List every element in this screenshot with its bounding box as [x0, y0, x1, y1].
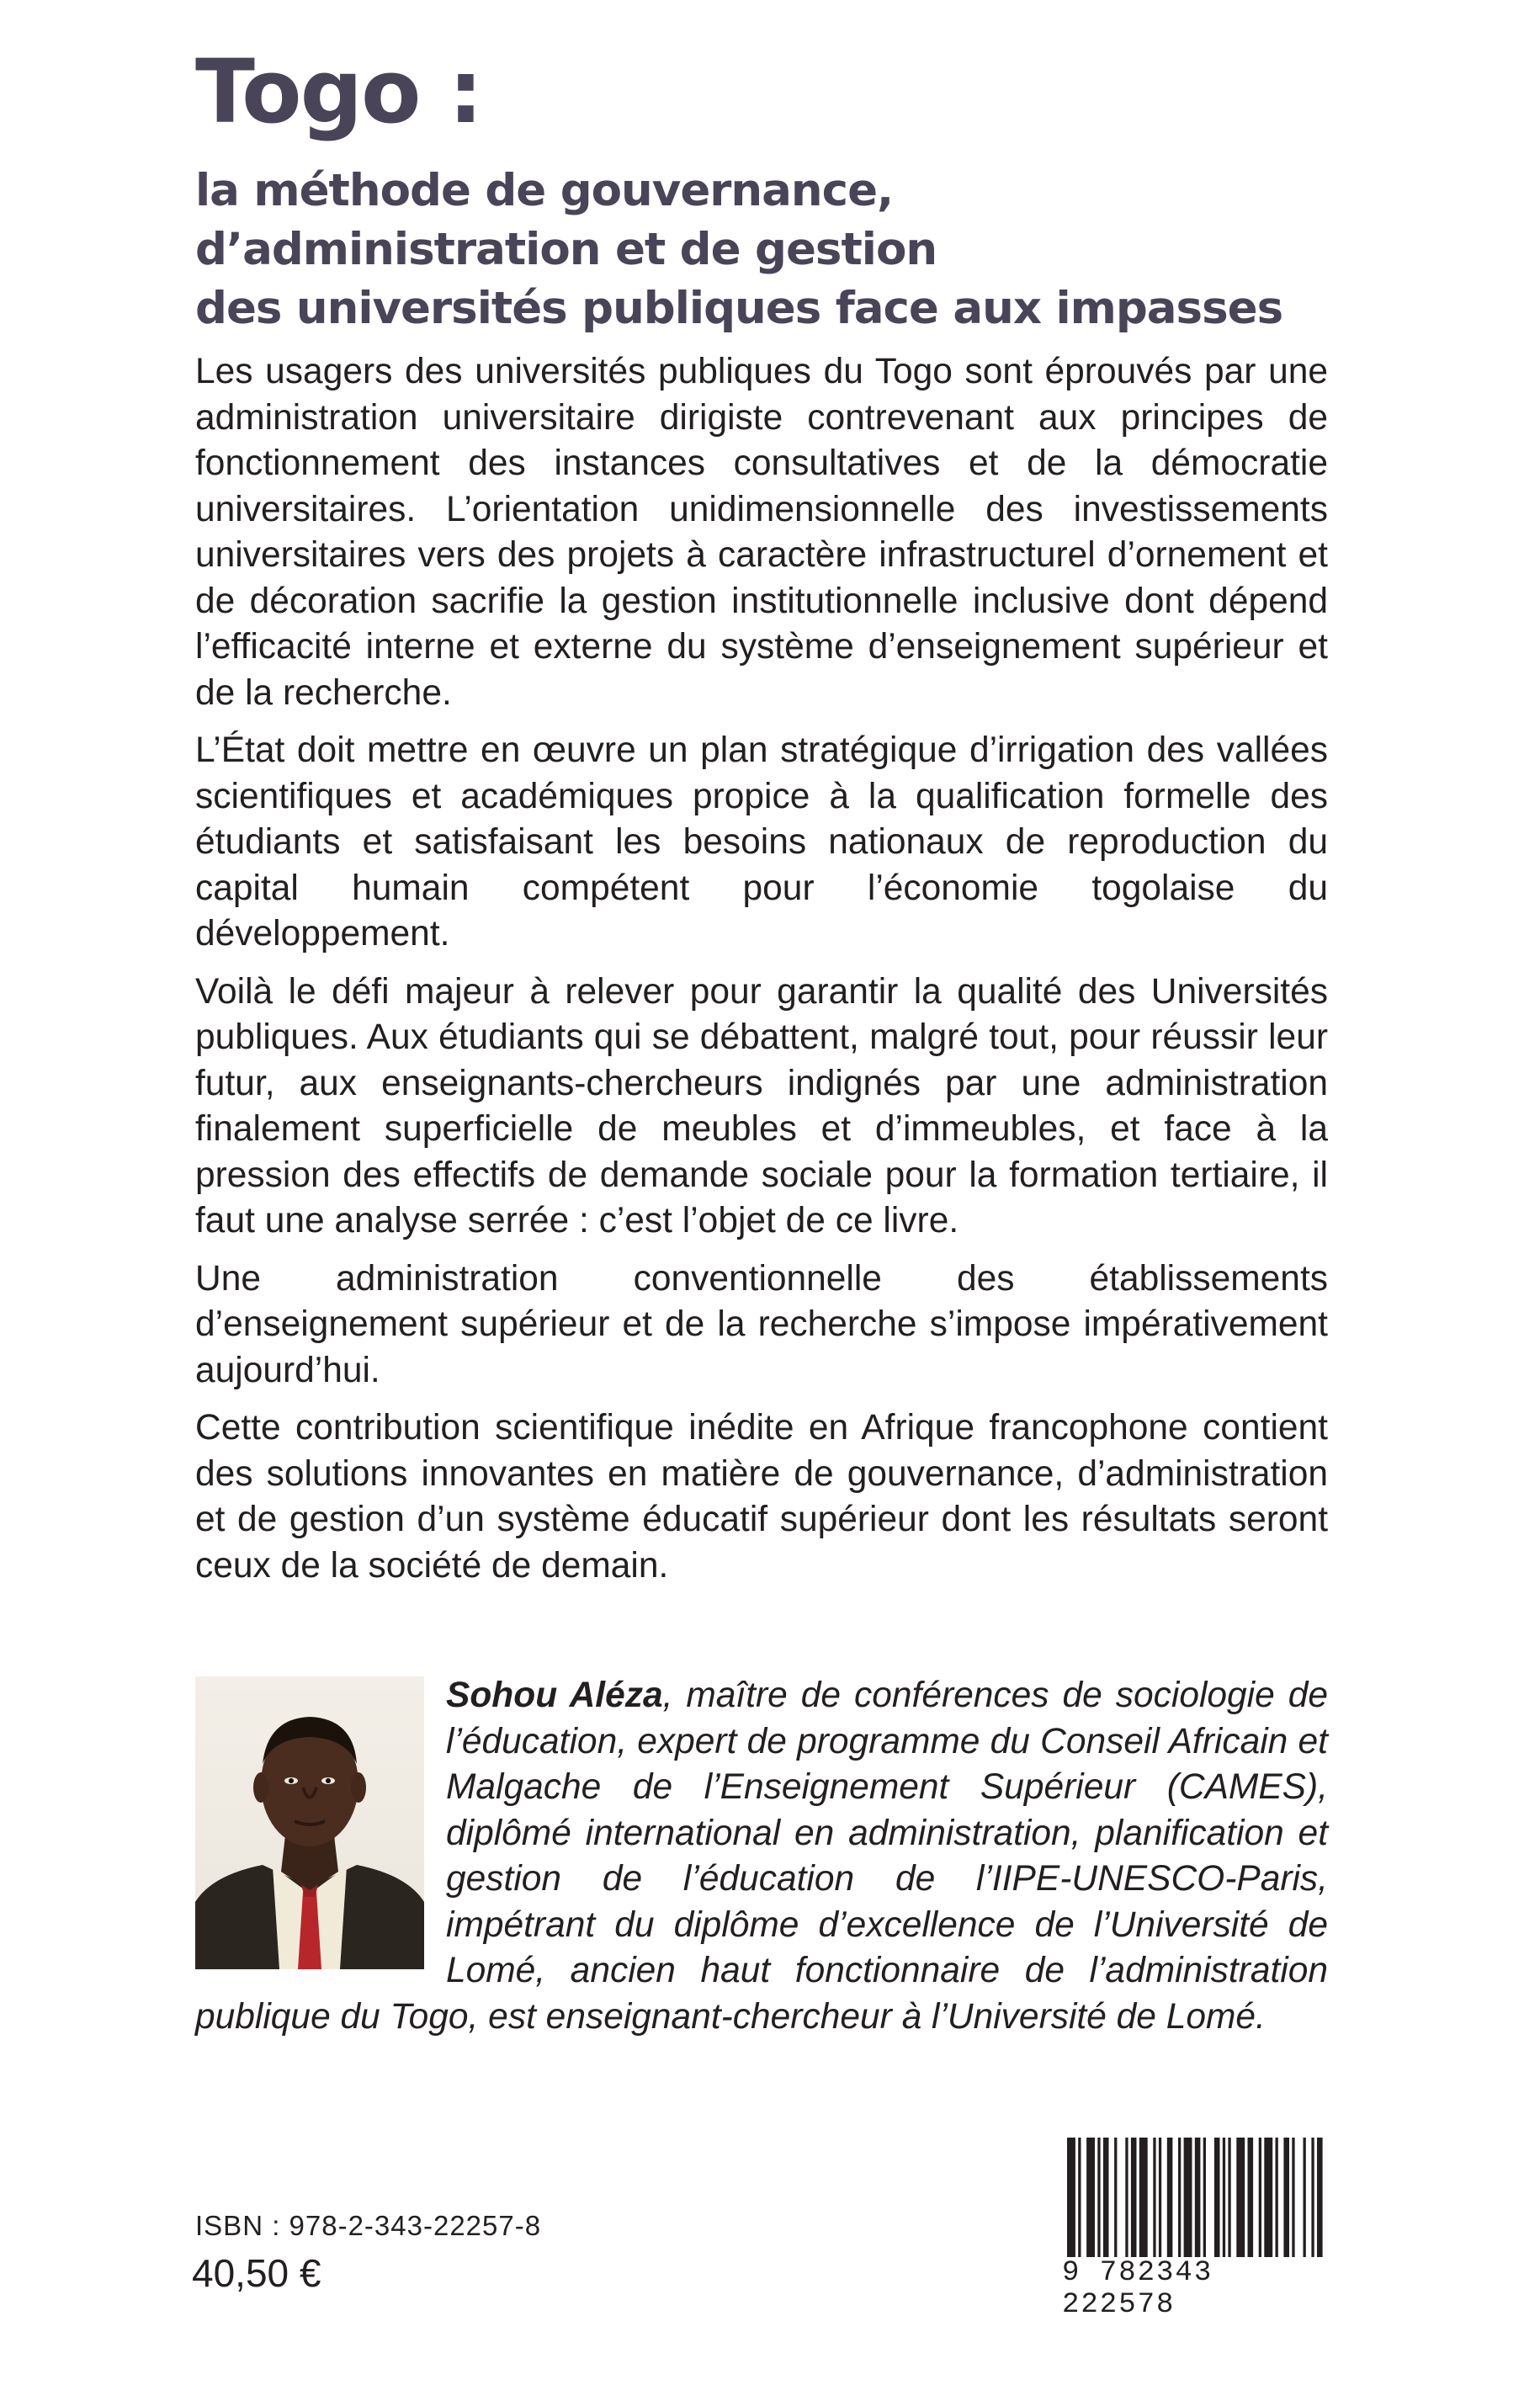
barcode-bar: [1159, 2138, 1161, 2260]
price: 40,50 €: [192, 2251, 321, 2295]
barcode-bar: [1276, 2138, 1278, 2260]
barcode-bar: [1153, 2138, 1155, 2260]
barcode-bar: [1086, 2138, 1095, 2260]
barcode-bar: [1178, 2138, 1181, 2260]
author-portrait-icon: [195, 1676, 424, 1969]
author-description: , maître de conférences de sociologie de l’éducation, expert de programme du Conseil Africain et Malgache de l’Enseignement Supérieur (CAMES), diplômé international en administration, planification et gestion de l’éducation de l’IIPE-UNESCO-Paris, impétrant du diplôme d’excellence de l’Université de Lomé, ancien haut fonctionnaire de l’administration publique du Togo, est enseignant-chercheur à l’Université de Lomé.: [195, 1676, 1328, 2037]
book-title: Togo :: [195, 40, 482, 143]
barcode-bar: [1259, 2138, 1261, 2260]
subtitle-line-2: d’administration et de gestion: [195, 224, 937, 275]
barcode-bars-icon: [1062, 2138, 1331, 2260]
barcode: [1062, 2138, 1331, 2321]
barcode-bar: [1184, 2138, 1192, 2260]
blurb-paragraph-1: Les usagers des universités publiques du Togo sont éprouvés par une administration universitaire dirigiste contrevenant aux principes de fonctionnement des instances consultatives et de la démocratie universitaires. L’orientation unidimensionnelle des investissements universitaires vers des projets à caractère infrastructurel d’ornement et de décoration sacrifie la gestion institutionnelle inclusive dont dépend l’efficacité interne et externe du système d’enseignement supérieur et de la recherche.: [195, 352, 1328, 713]
barcode-bar: [1223, 2138, 1225, 2260]
blurb-paragraph-5: Cette contribution scientifique inédite en Afrique francophone contient des solutions innovantes en matière de gouvernance, d’administration et de gestion d’un système éducatif supérieur dont les résultats seront ceux de la société de demain.: [195, 1408, 1328, 1586]
blurb-paragraph-4: Une administration conventionnelle des établissements d’enseignement supérieur et de la recherche s’impose impérativement aujourd’hui.: [195, 1258, 1328, 1390]
barcode-bar: [1203, 2138, 1206, 2260]
barcode-bar: [1228, 2138, 1230, 2260]
blurb: [195, 349, 1328, 1601]
barcode-digits: 9 782343 222578: [1062, 2257, 1331, 2321]
barcode-bar: [1078, 2138, 1081, 2260]
barcode-bar: [1103, 2138, 1109, 2260]
barcode-bar: [1139, 2138, 1148, 2260]
author-photo: [195, 1676, 424, 1969]
barcode-bar: [1114, 2138, 1117, 2260]
blurb-paragraph-2: L’État doit mettre en œuvre un plan stratégique d’irrigation des vallées scientifiques et académiques propice à la qualification formelle des étudiants et satisfaisant les besoins nationaux de reproduction du capital humain compétent pour l’économie togolaise du développement.: [195, 730, 1328, 953]
barcode-bar: [1195, 2138, 1201, 2260]
barcode-bar: [1125, 2138, 1128, 2260]
subtitle-line-3: des universités publiques face aux impasses: [195, 283, 1283, 334]
barcode-bar: [1304, 2138, 1306, 2260]
barcode-bar: [1311, 2138, 1314, 2260]
author-bio: [195, 1673, 1328, 2040]
barcode-bar: [1248, 2138, 1254, 2260]
blurb-paragraph-3: Voilà le défi majeur à relever pour garantir la qualité des Universités publiques. Aux étudiants qui se débattent, malgré tout, pour réussir leur futur, aux enseignants-chercheurs indignés par une administration finalement superficielle de meubles et d’immeubles, et face à la pression des effectifs de demande sociale pour la formation tertiaire, il faut une analyse serrée : c’est l’objet de ce livre.: [195, 971, 1328, 1240]
subtitle-line-1: la méthode de gouvernance,: [195, 165, 894, 216]
book-subtitle: [195, 162, 1282, 338]
barcode-bar: [1167, 2138, 1173, 2260]
barcode-bar: [1236, 2138, 1245, 2260]
barcode-bar: [1214, 2138, 1220, 2260]
barcode-bar: [1067, 2138, 1075, 2260]
barcode-bar: [1264, 2138, 1272, 2260]
barcode-bar: [1317, 2138, 1323, 2260]
isbn: ISBN : 978-2-343-22257-8: [195, 2210, 542, 2241]
barcode-bar: [1097, 2138, 1100, 2260]
barcode-bar: [1292, 2138, 1294, 2260]
barcode-bar: [1131, 2138, 1137, 2260]
barcode-bar: [1283, 2138, 1289, 2260]
author-name: Sohou Aléza: [446, 1676, 663, 1715]
